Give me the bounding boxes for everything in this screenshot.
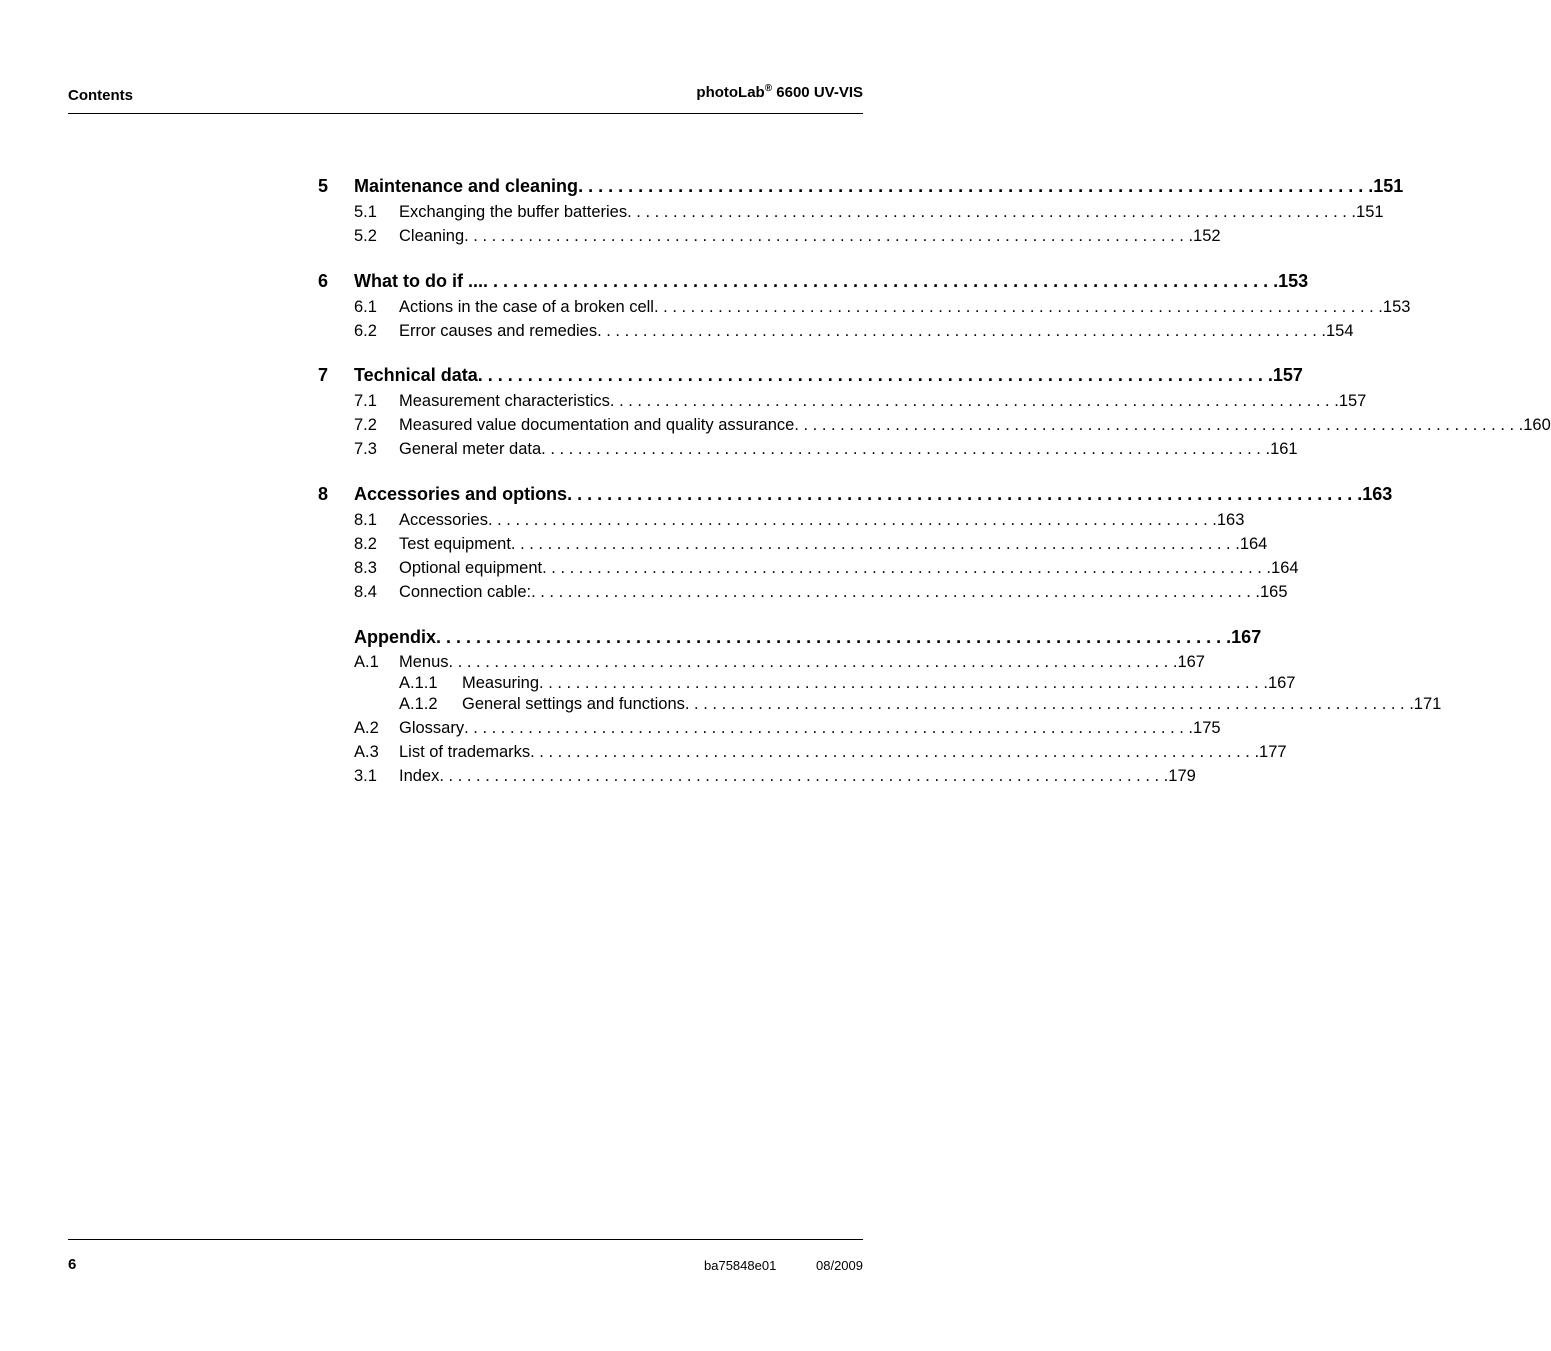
toc-dot-leader: . . . . . . . . . . . . . . . . . . . . . . . . . . . . . . . . . . . . . . . . . . . . . . . . . . . . . . . . . . . . . . . . . . . . . . . . . . . . . . . . [477, 365, 1273, 385]
toc-entry-number: 7.2 [354, 416, 377, 434]
toc-dot-leader: . . . . . . . . . . . . . . . . . . . . . . . . . . . . . . . . . . . . . . . . . . . . . . . . . . . . . . . . . . . . . . . . . . . . . . . . . . . . . . . . [578, 176, 1374, 196]
toc-entry[interactable] [318, 695, 1442, 714]
toc-entry-title: Index [399, 767, 440, 785]
toc-entry-number: 5 [318, 176, 329, 196]
toc-entry-number: 8.3 [354, 559, 377, 577]
toc-entry[interactable] [318, 535, 1268, 554]
toc-entry-title: Error causes and remedies [399, 322, 598, 340]
toc-entry-title: Accessories [399, 511, 488, 529]
toc-entry-page: 165 [1260, 583, 1288, 601]
header-model: 6600 UV-VIS [772, 84, 863, 101]
toc-entry-number: 6.1 [354, 298, 377, 316]
registered-mark: ® [764, 83, 773, 94]
toc-entry-number: 8.4 [354, 583, 377, 601]
toc-entry-number: 7.1 [354, 392, 377, 410]
toc-dot-leader: . . . . . . . . . . . . . . . . . . . . . . . . . . . . . . . . . . . . . . . . . . . . . . . . . . . . . . . . . . . . . . . . . . . . . . . . . . . . . . . . [448, 653, 1178, 671]
header-brand: photoLab [696, 84, 765, 101]
toc-entry-number: 7 [318, 365, 329, 385]
toc-dot-leader: . . . . . . . . . . . . . . . . . . . . . . . . . . . . . . . . . . . . . . . . . . . . . . . . . . . . . . . . . . . . . . . . . . . . . . . . . . . . . . . . [487, 511, 1217, 529]
footer-date: 08/2009 [816, 1258, 863, 1273]
toc-dot-leader: . . . . . . . . . . . . . . . . . . . . . . . . . . . . . . . . . . . . . . . . . . . . . . . . . . . . . . . . . . . . . . . . . . . . . . . . . . . . . . . . [684, 695, 1414, 713]
toc-entry[interactable] [318, 583, 1288, 602]
header-section-title: Contents [68, 87, 133, 104]
toc-dot-leader: . . . . . . . . . . . . . . . . . . . . . . . . . . . . . . . . . . . . . . . . . . . . . . . . . . . . . . . . . . . . . . . . . . . . . . . . . . . . . . . . [567, 484, 1363, 504]
toc-entry-number: 8.1 [354, 511, 377, 529]
toc-entry-title: Measured value documentation and quality assurance [399, 416, 795, 434]
toc-entry[interactable] [318, 484, 1393, 505]
toc-entry-page: 151 [1356, 203, 1384, 221]
toc-entry-page: 167 [1267, 674, 1296, 692]
toc-entry-title: List of trademarks [399, 743, 531, 761]
toc-entry-number: 8.2 [354, 535, 377, 553]
toc-entry-page: 167 [1177, 653, 1205, 671]
toc-entry[interactable] [318, 440, 1298, 459]
toc-entry-page: 157 [1272, 365, 1303, 385]
toc-entry-title: Test equipment [399, 535, 511, 553]
toc-entry-title: Optional equipment [399, 559, 543, 577]
footer-page-number: 6 [68, 1256, 77, 1273]
toc-dot-leader: . . . . . . . . . . . . . . . . . . . . . . . . . . . . . . . . . . . . . . . . . . . . . . . . . . . . . . . . . . . . . . . . . . . . . . . . . . . . . . . . [464, 719, 1194, 737]
footer-divider [68, 1239, 863, 1240]
toc-entry-number: 6.2 [354, 322, 377, 340]
toc-dot-leader: . . . . . . . . . . . . . . . . . . . . . . . . . . . . . . . . . . . . . . . . . . . . . . . . . . . . . . . . . . . . . . . . . . . . . . . . . . . . . . . . [609, 392, 1339, 410]
toc-entry-page: 164 [1239, 535, 1268, 553]
toc-entry-page: 167 [1231, 627, 1262, 647]
toc-dot-leader: . . . . . . . . . . . . . . . . . . . . . . . . . . . . . . . . . . . . . . . . . . . . . . . . . . . . . . . . . . . . . . . . . . . . . . . . . . . . . . . . [530, 743, 1260, 761]
toc-entry-title: Glossary [399, 719, 465, 737]
toc-entry-number: 5.2 [354, 227, 377, 245]
toc-entry-number: A.3 [354, 743, 379, 761]
toc-entry-title: Exchanging the buffer batteries [399, 203, 628, 221]
toc-entry-page: 163 [1362, 484, 1393, 504]
toc-dot-leader: . . . . . . . . . . . . . . . . . . . . . . . . . . . . . . . . . . . . . . . . . . . . . . . . . . . . . . . . . . . . . . . . . . . . . . . . . . . . . . . . [439, 767, 1169, 785]
toc-dot-leader: . . . . . . . . . . . . . . . . . . . . . . . . . . . . . . . . . . . . . . . . . . . . . . . . . . . . . . . . . . . . . . . . . . . . . . . . . . . . . . . . [531, 583, 1260, 601]
toc-entry-title: Actions in the case of a broken cell [399, 298, 654, 316]
toc-entry-title: Maintenance and cleaning [354, 176, 579, 196]
toc-entry-title: Connection cable: [399, 583, 532, 601]
toc-dot-leader: . . . . . . . . . . . . . . . . . . . . . . . . . . . . . . . . . . . . . . . . . . . . . . . . . . . . . . . . . . . . . . . . . . . . . . . . . . . . . . . . [542, 559, 1272, 577]
toc-entry-title: Appendix [354, 627, 437, 647]
toc-entry-number: 3.1 [354, 767, 377, 785]
toc-dot-leader: . . . . . . . . . . . . . . . . . . . . . . . . . . . . . . . . . . . . . . . . . . . . . . . . . . . . . . . . . . . . . . . . . . . . . . . . . . . . . . . . [539, 674, 1268, 692]
toc-dot-leader: . . . . . . . . . . . . . . . . . . . . . . . . . . . . . . . . . . . . . . . . . . . . . . . . . . . . . . . . . . . . . . . . . . . . . . . . . . . . . . . . [627, 203, 1357, 221]
toc-entry-page: 152 [1193, 227, 1221, 245]
toc-entry[interactable] [318, 674, 1296, 693]
toc-entry-page: 161 [1270, 440, 1298, 458]
toc-entry[interactable] [318, 743, 1287, 762]
toc-entry-page: 157 [1338, 392, 1367, 410]
toc-entry[interactable] [318, 298, 1411, 317]
toc-entry-page: 163 [1216, 511, 1245, 529]
toc-entry[interactable] [318, 271, 1309, 292]
toc-entry-title: Measuring [462, 674, 540, 692]
toc-dot-leader: . . . . . . . . . . . . . . . . . . . . . . . . . . . . . . . . . . . . . . . . . . . . . . . . . . . . . . . . . . . . . . . . . . . . . . . . . . . . . . . . [597, 322, 1326, 340]
toc-dot-leader: . . . . . . . . . . . . . . . . . . . . . . . . . . . . . . . . . . . . . . . . . . . . . . . . . . . . . . . . . . . . . . . . . . . . . . . . . . . . . . . . [541, 440, 1271, 458]
toc-entry-page: 171 [1413, 695, 1442, 713]
toc-entry[interactable] [318, 653, 1205, 672]
toc-dot-leader: . . . . . . . . . . . . . . . . . . . . . . . . . . . . . . . . . . . . . . . . . . . . . . . . . . . . . . . . . . . . . . . . . . . . . . . . . . . . . . . . [436, 627, 1232, 647]
toc-entry-number: 5.1 [354, 203, 377, 221]
toc-entry-number: 6 [318, 271, 329, 291]
toc-entry[interactable] [318, 392, 1367, 411]
toc-entry-page: 164 [1271, 559, 1299, 577]
toc-entry[interactable] [318, 559, 1299, 578]
toc-entry[interactable] [318, 227, 1221, 246]
toc-dot-leader: . . . . . . . . . . . . . . . . . . . . . . . . . . . . . . . . . . . . . . . . . . . . . . . . . . . . . . . . . . . . . . . . . . . . . . . . . . . . . . . . [482, 271, 1279, 291]
toc-entry[interactable] [318, 322, 1354, 341]
toc-entry[interactable] [318, 511, 1245, 530]
toc-entry-page: 177 [1259, 743, 1287, 761]
toc-entry-title: Cleaning [399, 227, 465, 245]
toc-entry[interactable] [318, 416, 1551, 435]
toc-entry-title: Accessories and options [354, 484, 568, 504]
toc-entry[interactable] [318, 203, 1384, 222]
toc-entry-page: 179 [1168, 767, 1196, 785]
toc-entry-page: 151 [1373, 176, 1404, 196]
toc-dot-leader: . . . . . . . . . . . . . . . . . . . . . . . . . . . . . . . . . . . . . . . . . . . . . . . . . . . . . . . . . . . . . . . . . . . . . . . . . . . . . . . . [510, 535, 1240, 553]
toc-dot-leader: . . . . . . . . . . . . . . . . . . . . . . . . . . . . . . . . . . . . . . . . . . . . . . . . . . . . . . . . . . . . . . . . . . . . . . . . . . . . . . . . [794, 416, 1524, 434]
toc-entry-page: 160 [1523, 416, 1551, 434]
toc-entry[interactable] [318, 719, 1221, 738]
toc-entry-number: A.1.2 [399, 695, 438, 713]
toc-entry[interactable] [318, 767, 1196, 786]
toc-entry-page: 175 [1193, 719, 1221, 737]
toc-dot-leader: . . . . . . . . . . . . . . . . . . . . . . . . . . . . . . . . . . . . . . . . . . . . . . . . . . . . . . . . . . . . . . . . . . . . . . . . . . . . . . . . [464, 227, 1194, 245]
toc-entry-number: A.1 [354, 653, 379, 671]
toc-entry-title: General settings and functions [462, 695, 685, 713]
toc-entry-title: What to do if ... [354, 271, 483, 291]
toc-entry[interactable] [318, 627, 1262, 648]
toc-entry-title: General meter data [399, 440, 542, 458]
toc-entry-title: Measurement characteristics [399, 392, 610, 410]
toc-entry-number: 7.3 [354, 440, 377, 458]
footer-document-id: ba75848e01 [704, 1258, 777, 1273]
toc-entry-title: Technical data [354, 365, 478, 385]
toc-entry[interactable] [318, 365, 1303, 386]
toc-entry-number: 8 [318, 484, 329, 504]
toc-entry-page: 153 [1278, 271, 1309, 291]
toc-entry[interactable] [318, 176, 1404, 197]
toc-entry-page: 153 [1382, 298, 1411, 316]
toc-entry-number: A.2 [354, 719, 379, 737]
toc-entry-page: 154 [1326, 322, 1354, 340]
toc-dot-leader: . . . . . . . . . . . . . . . . . . . . . . . . . . . . . . . . . . . . . . . . . . . . . . . . . . . . . . . . . . . . . . . . . . . . . . . . . . . . . . . . [653, 298, 1383, 316]
toc-entry-number: A.1.1 [399, 674, 438, 692]
toc-entry-title: Menus [399, 653, 449, 671]
